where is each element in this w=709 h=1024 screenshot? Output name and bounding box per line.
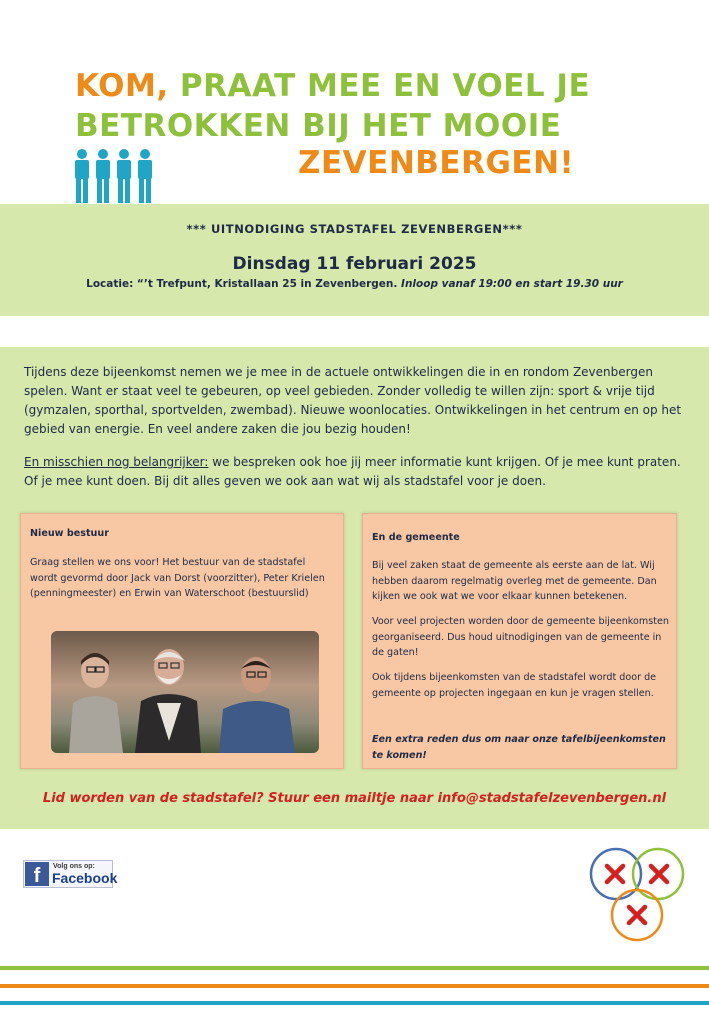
person-icon — [75, 149, 89, 203]
facebook-icon: f — [25, 862, 49, 886]
stadstafel-logo — [583, 845, 693, 945]
stripe-blue — [0, 1001, 709, 1005]
municipality-text-3: Ook tijdens bijeenkomsten van de stadstafel wordt door de gemeente op projecten ingegaan en kun je vragen stellen. — [372, 672, 657, 699]
municipality-text-2: Voor veel projecten worden door de gemeente bijeenkomsten georganiseerd. Dus houd uitnodigingen van de gemeente in de gaten! — [372, 616, 669, 658]
facebook-follow-text: Volg ons op: — [53, 863, 95, 870]
membership-cta[interactable]: Lid worden van de stadstafel? Stuur een mailtje naar info@stadstafelzevenbergen.nl — [42, 791, 667, 806]
content-band — [0, 347, 709, 829]
board-card-text: Graag stellen we ons voor! Het bestuur van de stadstafel wordt gevormd door Jack van Dorst (voorzitter), Peter Krielen (penningmeester) en Erwin van Waterschoot (bestuurslid) — [30, 557, 325, 599]
intro-paragraph-2 — [24, 453, 684, 491]
person-icon — [138, 149, 152, 203]
event-date: Dinsdag 11 februari 2025 — [232, 254, 477, 274]
intro-paragraph-1: Tijdens deze bijeenkomst nemen we je mee in de actuele ontwikkelingen die in en rondom Zevenbergen spelen. Want er staat veel te gebeuren, op veel gebieden. Zonder volledig te willen zijn: sport & vrije tijd (gymzalen, sporthal, sportvelden, zwembad). Nieuwe woonlocaties. Ontwikkelingen in het centrum en op het gebied van energie. En veel andere zaken die jou bezig houden! — [24, 365, 682, 436]
location-text: Locatie: “’t Trefpunt, Kristallaan 25 in Zevenbergen. — [86, 278, 398, 290]
board-card-title: Nieuw bestuur — [30, 528, 109, 539]
invitation-band — [0, 204, 709, 316]
headline-kom: KOM, — [75, 68, 169, 104]
board-card — [20, 513, 344, 769]
stripe-orange — [0, 984, 709, 988]
intro-text — [24, 363, 684, 491]
intro-paragraph-2-text: we bespreken ook hoe jij meer informatie kunt krijgen. Of je mee kunt praten. Of je mee kunt doen. Bij dit alles geven we ook aan wat wij als stadstafel voor je doen. — [24, 455, 681, 488]
invitation-title: *** UITNODIGING STADSTAFEL ZEVENBERGEN*** — [186, 222, 523, 236]
location-time: Inloop vanaf 19:00 en start 19.30 uur — [401, 278, 623, 290]
headline — [75, 66, 590, 146]
stripe-green — [0, 966, 709, 970]
person-icon — [96, 149, 110, 203]
municipality-text-4: Een extra reden dus om naar onze tafelbijeenkomsten te komen! — [372, 734, 666, 761]
intro-emphasis: En misschien nog belangrijker: — [24, 455, 209, 469]
headline-line2: BETROKKEN BIJ HET MOOIE — [75, 108, 562, 144]
facebook-badge[interactable] — [23, 860, 118, 888]
board-photo — [51, 631, 319, 753]
municipality-text-1: Bij veel zaken staat de gemeente als eerste aan de lat. Wij hebben daarom regelmatig overleg met de gemeente. Dan kijken we ook wat we voor elkaar kunnen betekenen. — [372, 560, 657, 602]
people-icon — [72, 148, 156, 204]
headline-zevenbergen: ZEVENBERGEN! — [298, 145, 575, 181]
headline-line1: PRAAT MEE EN VOEL JE — [168, 68, 591, 104]
municipality-card — [362, 513, 677, 769]
event-location — [0, 278, 709, 290]
municipality-card-title: En de gemeente — [372, 532, 460, 543]
facebook-label: Facebook — [52, 870, 118, 886]
person-icon — [117, 149, 131, 203]
